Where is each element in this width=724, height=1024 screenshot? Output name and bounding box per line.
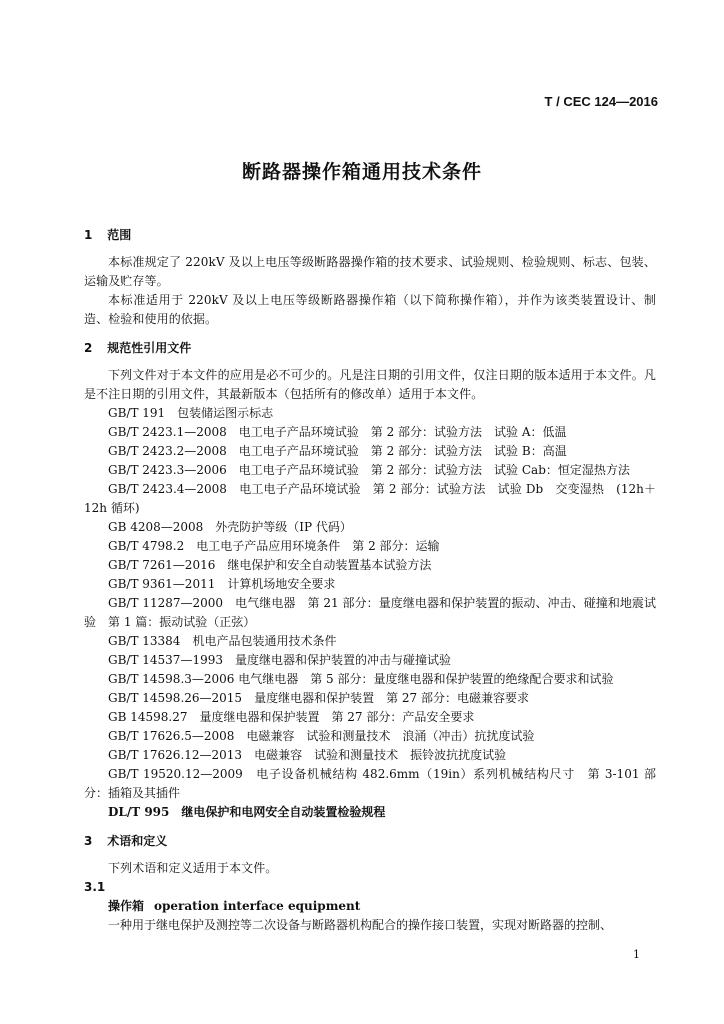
term-heading — [84, 897, 656, 916]
page-number: 1 — [633, 948, 640, 961]
section-title: 术语和定义 — [107, 834, 168, 848]
standard-code: T / CEC 124—2016 — [544, 94, 658, 109]
document-body — [84, 226, 656, 935]
section-heading-scope — [84, 226, 656, 245]
term-number: 3.1 — [84, 880, 106, 894]
reference-item: GB/T 2423.2—2008 电工电子产品环境试验 第 2 部分：试验方法 试验 B：高温 — [108, 444, 567, 458]
reference-item: GB/T 2423.4—2008 电工电子产品环境试验 第 2 部分：试验方法 试验 Db 交变湿热 (12h＋12h 循环) — [84, 482, 656, 515]
reference-item: GB/T 7261—2016 继电保护和安全自动装置基本试验方法 — [108, 558, 432, 572]
reference-item: GB/T 11287—2000 电气继电器 第 21 部分：量度继电器和保护装置的振动、冲击、碰撞和地震试验 第 1 篇：振动试验（正弦） — [84, 596, 656, 629]
reference-item: GB/T 9361—2011 计算机场地安全要求 — [108, 577, 336, 591]
reference-item: GB/T 19520.12—2009 电子设备机械结构 482.6mm（19in）系列机械结构尺寸 第 3-101 部分：插箱及其插件 — [84, 767, 656, 800]
section-number: 1 — [84, 228, 93, 242]
reference-item: GB/T 4798.2 电工电子产品应用环境条件 第 2 部分：运输 — [108, 539, 440, 553]
section-heading-references — [84, 339, 656, 358]
reference-item: GB/T 191 包装储运图示标志 — [108, 406, 274, 420]
paragraph: 本标准适用于 220kV 及以上电压等级断路器操作箱（以下简称操作箱），并作为该类装置设计、制造、检验和使用的依据。 — [84, 293, 656, 326]
term-english: operation interface equipment — [154, 899, 361, 913]
reference-item: GB 4208—2008 外壳防护等级（IP 代码） — [108, 520, 352, 534]
paragraph: 本标准规定了 220kV 及以上电压等级断路器操作箱的技术要求、试验规则、检验规则、标志、包装、运输及贮存等。 — [84, 255, 656, 288]
reference-item: DL/T 995 继电保护和电网安全自动装置检验规程 — [108, 805, 386, 819]
reference-item: GB/T 17626.12—2013 电磁兼容 试验和测量技术 振铃波抗扰度试验 — [108, 748, 507, 762]
section-heading-terms — [84, 832, 656, 851]
reference-item: GB/T 2423.1—2008 电工电子产品环境试验 第 2 部分：试验方法 试验 A：低温 — [108, 425, 567, 439]
reference-item: GB/T 17626.5—2008 电磁兼容 试验和测量技术 浪涌（冲击）抗扰度试验 — [108, 729, 535, 743]
reference-item: GB/T 14537—1993 量度继电器和保护装置的冲击与碰撞试验 — [108, 653, 451, 667]
reference-item: GB/T 14598.26—2015 量度继电器和保护装置 第 27 部分：电磁兼容要求 — [108, 691, 529, 705]
reference-item: GB 14598.27 量度继电器和保护装置 第 27 部分：产品安全要求 — [108, 710, 475, 724]
paragraph: 下列术语和定义适用于本文件。 — [108, 861, 278, 875]
reference-item: GB/T 13384 机电产品包装通用技术条件 — [108, 634, 337, 648]
section-number: 3 — [84, 834, 93, 848]
section-title: 范围 — [107, 228, 132, 242]
document-title: 断路器操作箱通用技术条件 — [241, 161, 482, 183]
paragraph: 下列文件对于本文件的应用是必不可少的。凡是注日期的引用文件，仅注日期的版本适用于本文件。凡是不注日期的引用文件，其最新版本（包括所有的修改单）适用于本文件。 — [84, 368, 656, 401]
section-title: 规范性引用文件 — [107, 341, 192, 355]
reference-item: GB/T 2423.3—2006 电工电子产品环境试验 第 2 部分：试验方法 试验 Cab：恒定湿热方法 — [108, 463, 630, 477]
section-number: 2 — [84, 341, 93, 355]
term-chinese: 操作箱 — [108, 899, 145, 913]
term-definition: 一种用于继电保护及测控等二次设备与断路器机构配合的操作接口装置，实现对断路器的控制、 — [108, 918, 613, 932]
reference-item: GB/T 14598.3—2006 电气继电器 第 5 部分：量度继电器和保护装置的绝缘配合要求和试验 — [108, 672, 614, 686]
